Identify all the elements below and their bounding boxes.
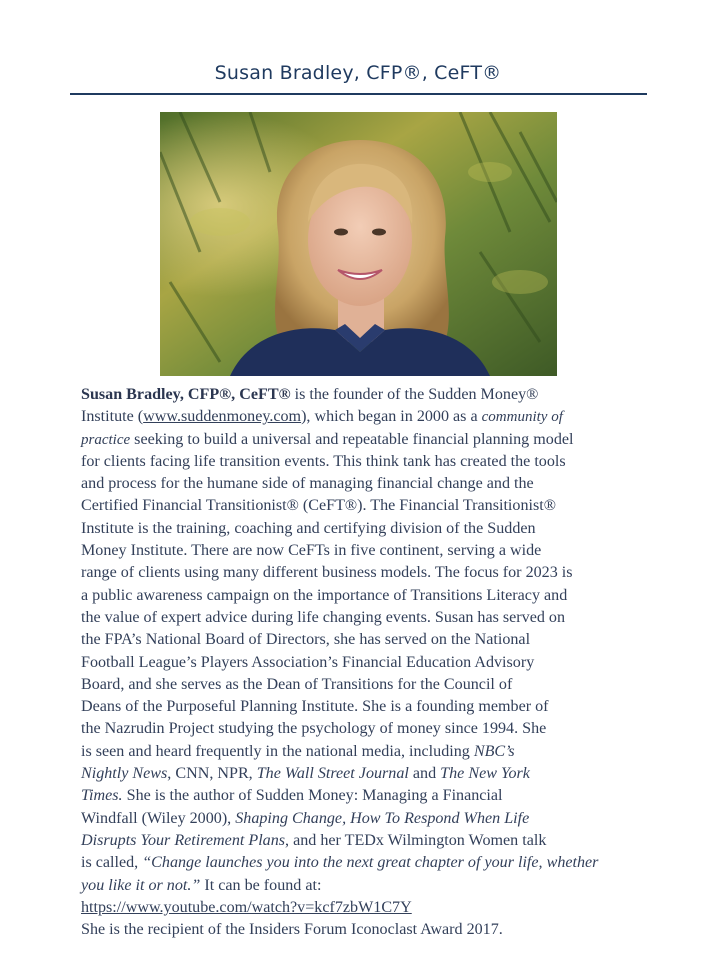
- bio-line: [81, 406, 641, 428]
- bio-line: range of clients using many different business models. The focus for 2023 is: [81, 564, 573, 582]
- bio-text: She is the author of Sudden Money: Managing a Financial: [122, 787, 503, 805]
- bio-line: [81, 384, 641, 406]
- bio-text: Institute (: [81, 408, 144, 426]
- bio-line: Institute is the training, coaching and certifying division of the Sudden: [81, 519, 536, 537]
- bio-line: [81, 897, 641, 919]
- bio-line: [81, 741, 641, 763]
- nyt-text: The New York: [440, 765, 530, 783]
- bio-line: [81, 875, 641, 897]
- bio-line: and process for the humane side of managing financial change and the: [81, 475, 534, 493]
- bio-text: , and her TEDx Wilmington Women talk: [285, 831, 547, 849]
- page-title: Susan Bradley, CFP®, CeFT®: [214, 62, 502, 84]
- bio-line: the Nazrudin Project studying the psychology of money since 1994. She: [81, 720, 547, 738]
- bio-text: is called,: [81, 854, 143, 872]
- bio-text: is seen and heard frequently in the national media, including: [81, 742, 474, 760]
- bio-line: Board, and she serves as the Dean of Transitions for the Council of: [81, 675, 513, 693]
- wsj-text: The Wall Street Journal: [256, 765, 409, 783]
- bio-line: [81, 852, 641, 874]
- community-of-text: community of: [481, 409, 563, 426]
- bio-text: and: [408, 765, 441, 783]
- bio-line: She is the recipient of the Insiders Forum Iconoclast Award 2017.: [81, 921, 503, 939]
- nyt-text-cont: Times.: [81, 787, 123, 805]
- website-link[interactable]: www.suddenmoney.com: [143, 408, 302, 426]
- bio-text: , CNN, NPR,: [167, 765, 257, 783]
- nightly-news-text: Nightly News: [81, 765, 168, 783]
- bio-line: [81, 830, 641, 852]
- bio-line: [81, 763, 641, 785]
- bio-line: Certified Financial Transitionist® (CeFT®). The Financial Transitionist®: [81, 497, 556, 515]
- tedx-quote: “Change launches you into the next great chapter of your life, whether: [142, 854, 599, 872]
- bio-line: [81, 808, 641, 830]
- shaping-change-text: Shaping Change, How To Respond When Life: [235, 809, 530, 827]
- bio-name: Susan Bradley, CFP®, CeFT®: [81, 386, 291, 403]
- bio-text: seeking to build a universal and repeatable financial planning model: [130, 430, 574, 448]
- youtube-link[interactable]: https://www.youtube.com/watch?v=kcf7zbW1C7Y: [81, 898, 412, 916]
- nbc-text: NBC’s: [473, 742, 515, 760]
- disrupts-text: Disrupts Your Retirement Plans: [81, 831, 286, 849]
- bio-line: [81, 429, 641, 451]
- bio-line: Deans of the Purposeful Planning Institute. She is a founding member of: [81, 698, 549, 716]
- title-divider: [70, 93, 647, 95]
- practice-text: practice: [81, 431, 131, 448]
- bio-text: is the founder of the Sudden Money®: [290, 386, 539, 403]
- tedx-quote-cont: you like it or not.”: [81, 876, 201, 894]
- bio-line: for clients facing life transition events. This think tank has created the tools: [81, 452, 566, 470]
- bio-line: the value of expert advice during life changing events. Susan has served on: [81, 608, 565, 626]
- bio-text: It can be found at:: [200, 876, 322, 894]
- bio-text: Windfall (Wiley 2000),: [81, 809, 236, 827]
- bio-line: Football League’s Players Association’s Financial Education Advisory: [81, 653, 535, 671]
- bio-text: ), which began in 2000 as a: [301, 408, 482, 426]
- portrait-photo: [160, 112, 557, 376]
- bio-line: the FPA’s National Board of Directors, she has served on the National: [81, 631, 531, 649]
- bio-line: [81, 785, 641, 807]
- bio-line: a public awareness campaign on the importance of Transitions Literacy and: [81, 586, 568, 604]
- bio-line: Money Institute. There are now CeFTs in five continent, serving a wide: [81, 542, 542, 560]
- bio-paragraph: [81, 384, 641, 941]
